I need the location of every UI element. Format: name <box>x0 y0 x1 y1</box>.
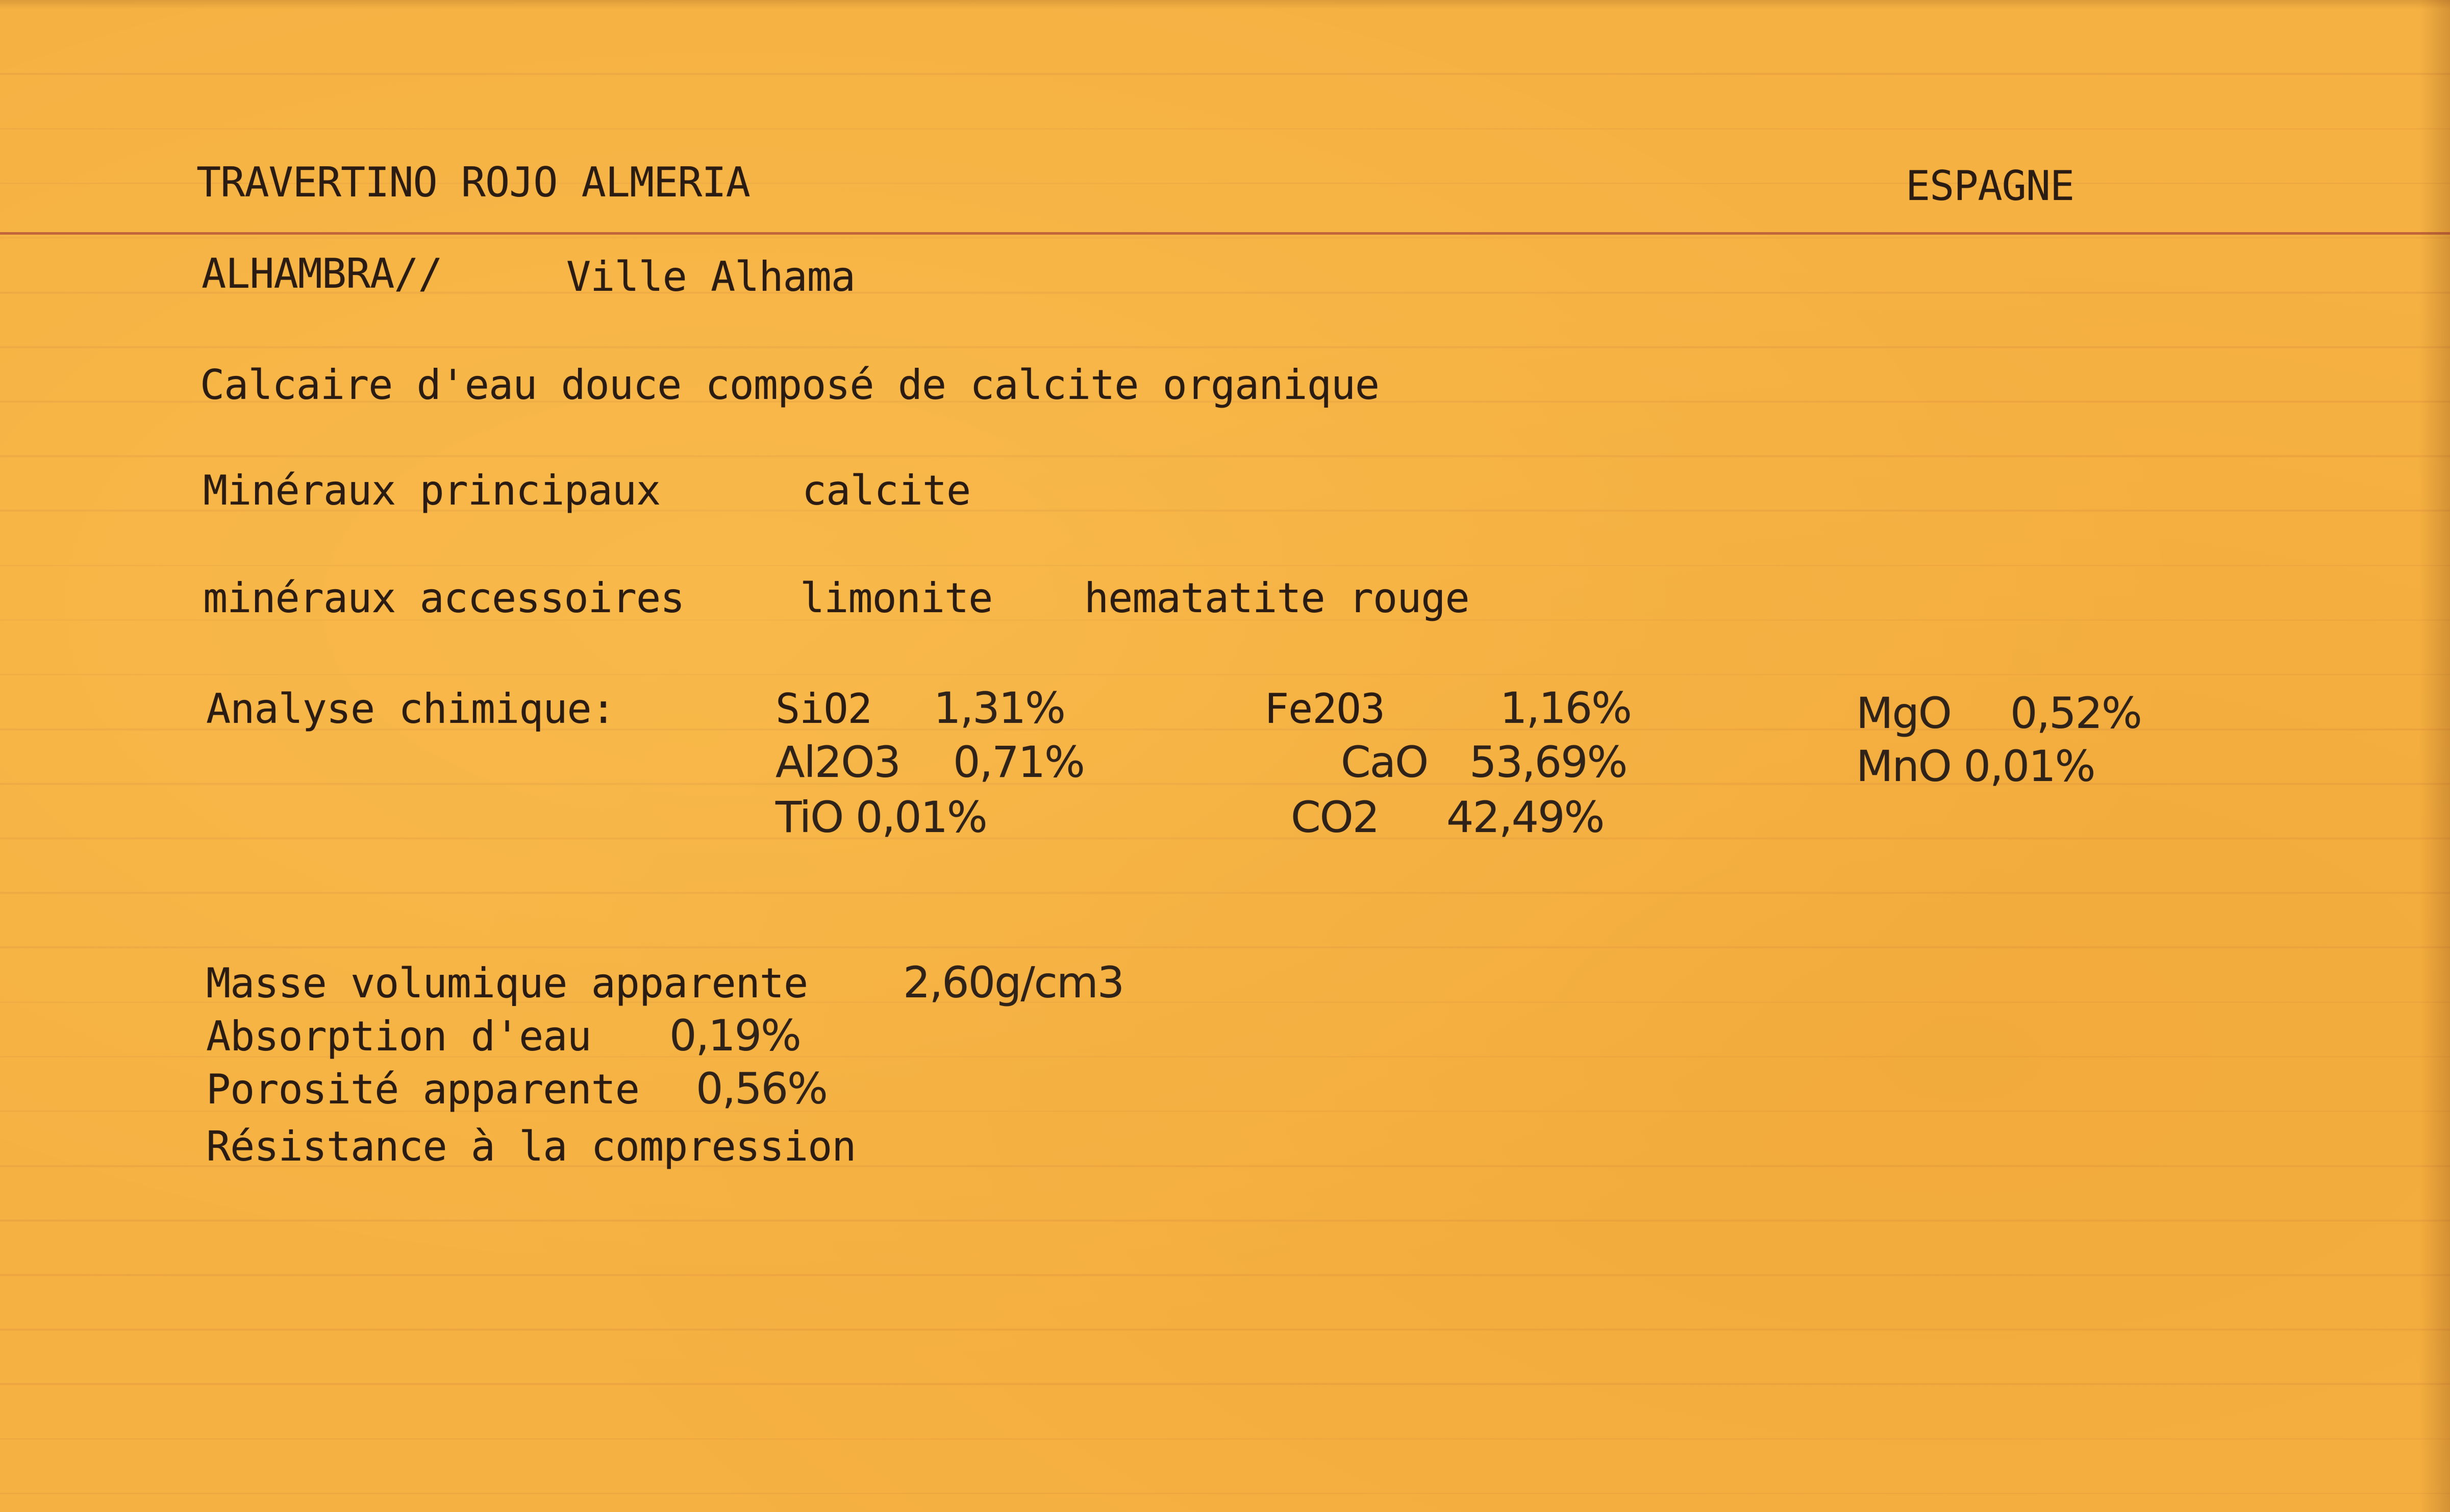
main-minerals-value: calcite <box>802 467 971 514</box>
card-top-shadow <box>0 0 2450 9</box>
analysis-value: 53,69% <box>1469 737 1627 787</box>
property-label: Absorption d'eau <box>206 1013 591 1060</box>
property-value: 0,19% <box>669 1011 801 1061</box>
analysis-value: 0,52% <box>2010 688 2141 738</box>
card-edge-shadow <box>2419 0 2450 1512</box>
accessory-mineral-1: limonite <box>800 574 993 622</box>
analysis-value: 42,49% <box>1446 792 1604 842</box>
main-minerals-label: Minéraux principaux <box>203 467 661 514</box>
chemical-analysis-label: Analyse chimique: <box>206 685 615 733</box>
property-label: Masse volumique apparente <box>206 960 808 1007</box>
property-label: Résistance à la compression <box>206 1123 856 1170</box>
analysis-value: 1,16% <box>1500 683 1631 733</box>
property-label: Porosité apparente <box>206 1066 639 1113</box>
analysis-compound: Al2O3 <box>776 737 900 787</box>
stone-description: Calcaire d'eau douce composé de calcite organique <box>200 361 1380 409</box>
analysis-compound: Fe2O3 <box>1264 685 1385 733</box>
country: ESPAGNE <box>1906 162 2074 210</box>
analysis-value: 1,31% <box>934 683 1065 733</box>
analysis-entry: MnO 0,01% <box>1856 741 2095 791</box>
stone-name: TRAVERTINO ROJO ALMERIA <box>196 159 750 206</box>
town-name: Ville Alhama <box>566 253 855 300</box>
analysis-value: 0,71% <box>953 737 1084 787</box>
quarry-name: ALHAMBRA// <box>202 250 442 297</box>
analysis-compound: SiO2 <box>776 685 872 733</box>
analysis-compound: CO2 <box>1291 792 1379 842</box>
analysis-entry: TiO 0,01% <box>776 792 987 842</box>
header-rule <box>0 232 2450 235</box>
accessory-mineral-2: hematatite rouge <box>1084 574 1469 622</box>
accessory-minerals-label: minéraux accessoires <box>203 574 685 622</box>
analysis-compound: MgO <box>1856 688 1951 738</box>
analysis-compound: CaO <box>1341 737 1428 787</box>
property-value: 2,60g/cm3 <box>903 957 1124 1007</box>
property-value: 0,56% <box>696 1064 827 1114</box>
